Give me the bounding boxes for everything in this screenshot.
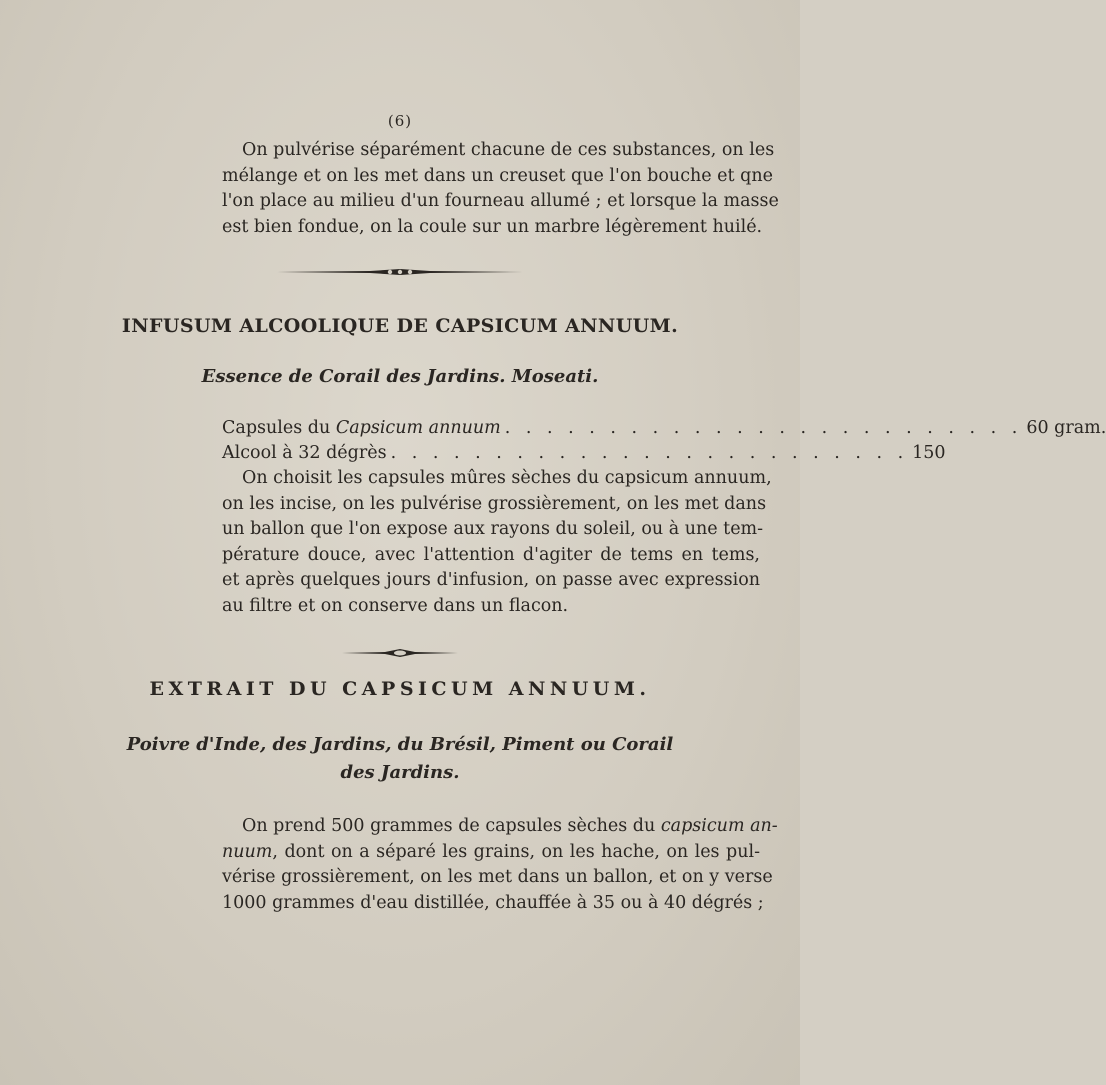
section-subtitle-poivre-line2: des Jardins.	[340, 762, 460, 783]
ornamental-rule	[0, 648, 800, 658]
text-line: On pulvérise séparément chacune de ces substances, on les	[242, 140, 775, 160]
section-subtitle-essence: Essence de Corail des Jardins. Moseati.	[201, 366, 599, 387]
recipe-row	[222, 418, 1106, 438]
ingredient-italic: Capsicum annuum	[335, 418, 501, 438]
text-line: et après quelques jours d'infusion, on passe avec expression	[222, 570, 760, 590]
ingredient-name: Alcool à 32 dégrès	[222, 443, 387, 463]
text-line: mélange et on les met dans un creuset que l'on bouche et qne	[222, 165, 773, 186]
leader-dots: . . . . . . . . . . . . . . . . . . . . . . . . .	[390, 443, 909, 463]
text-line	[222, 840, 760, 866]
text-run-italic: nuum	[222, 841, 273, 862]
text-run: On prend 500 grammes de capsules sèches du	[242, 816, 661, 836]
section-title-infusum: INFUSUM ALCOOLIQUE DE CAPSICUM ANNUUM.	[121, 315, 679, 337]
extrait-paragraph	[222, 814, 778, 916]
text-run: , dont on a séparé les grains, on les hache, on les pul-	[272, 841, 760, 862]
text-line: pérature douce, avec l'attention d'agiter de tems en tems,	[222, 544, 760, 565]
text-line: 1000 grammes d'eau distillée, chauffée à 35 ou à 40 dégrés ;	[222, 892, 764, 913]
intro-paragraph	[222, 138, 779, 240]
text-line	[222, 814, 778, 840]
section-title-extrait: EXTRAIT DU CAPSICUM ANNUUM.	[149, 678, 651, 700]
ornamental-rule	[0, 268, 800, 276]
section-subtitle-poivre-line1: Poivre d'Inde, des Jardins, du Brésil, Piment ou Corail	[126, 734, 674, 755]
page-number: (6)	[387, 112, 413, 130]
text-line: l'on place au milieu d'un fourneau allumé ; et lorsque la masse	[222, 191, 779, 211]
text-line: vérise grossièrement, on les met dans un ballon, et on y verse	[222, 867, 773, 887]
ingredient-quantity: 150	[912, 443, 946, 463]
text-line: on les incise, on les pulvérise grossièrement, on les met dans	[222, 493, 767, 514]
leader-dots: . . . . . . . . . . . . . . . . . . . . . . . . .	[504, 418, 1023, 438]
ingredient-quantity: 60 gram.	[1026, 418, 1106, 438]
recipe-row	[222, 443, 946, 463]
text-line: est bien fondue, on la coule sur un marbre légèrement huilé.	[222, 216, 763, 237]
text-line: On choisit les capsules mûres sèches du capsicum annuum,	[242, 468, 772, 488]
text-line: un ballon que l'on expose aux rayons du soleil, ou à une tem-	[222, 519, 764, 539]
text-line: au filtre et on conserve dans un flacon.	[222, 595, 569, 616]
text-run-italic: capsicum an-	[660, 816, 778, 836]
ingredient-prefix: Capsules du	[222, 418, 336, 438]
infusum-paragraph	[222, 466, 772, 619]
ingredient-name	[222, 418, 501, 438]
